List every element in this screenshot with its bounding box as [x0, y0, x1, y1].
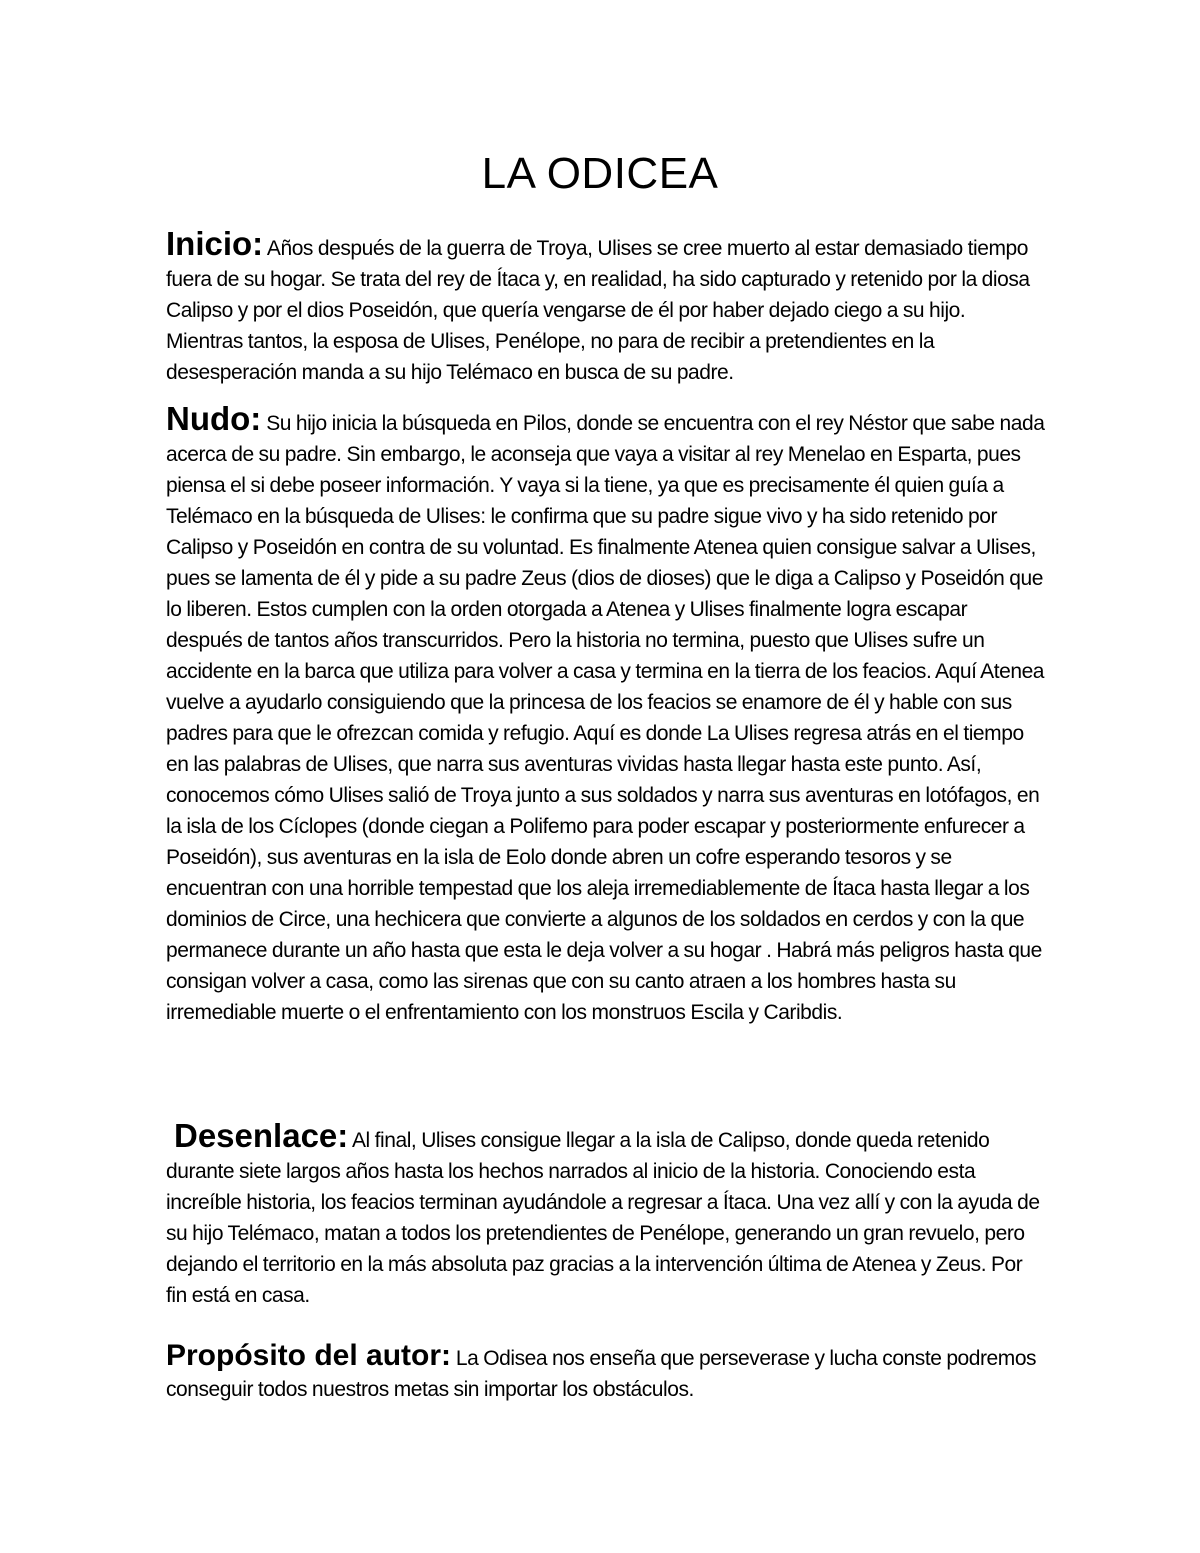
section-body-nudo: Su hijo inicia la búsqueda en Pilos, donde se encuentra con el rey Néstor que sabe nada acerca de su padre. Sin embargo, le aconseja que vaya a visitar al rey Menelao en Esparta, pues piensa el si debe poseer información. Y vaya si la tiene, ya que es precisamente él quien guía a Telémaco en la búsqueda de Ulises: le confirma que su padre sigue vivo y ha sido retenido por Calipso y Poseidón en contra de su voluntad. Es finalmente Atenea quien consigue salvar a Ulises, pues se lamenta de él y pide a su padre Zeus (dios de dioses) que le diga a Calipso y Poseidón que lo liberen. Estos cumplen con la orden otorgada a Atenea y Ulises finalmente logra escapar después de tantos años transcurridos. Pero la historia no termina, puesto que Ulises sufre un accidente en la barca que utiliza para volver a casa y termina en la tierra de los feacios. Aquí Atenea vuelve a ayudarlo consiguiendo que la princesa de los feacios se enamore de él y hable con sus padres para que le ofrezcan comida y refugio. Aquí es donde La Ulises regresa atrás en el tiempo en las palabras de Ulises, que narra sus aventuras vividas hasta llegar hasta este punto. Así, conocemos cómo Ulises salió de Troya junto a sus soldados y narra sus aventuras en lotófagos, en la isla de los Cíclopes (donde ciegan a Polifemo para poder escapar y posteriormente enfurecer a Poseidón), sus aventuras en la isla de Eolo donde abren un cofre esperando tesoros y se encuentran con una horrible tempestad que los aleja irremediablemente de Ítaca hasta llegar a los dominios de Circe, una hechicera que convierte a algunos de los soldados en cerdos y con la que permanece durante un año hasta que esta le deja volver a su hogar . Habrá más peligros hasta que consigan volver a casa, como las sirenas que con su canto atraen a los hombres hasta su irremediable muerte o el enfrentamiento con los monstruos Escila y Caribdis. [166, 412, 1045, 1024]
section-heading-proposito: Propósito del autor: [166, 1339, 451, 1372]
section-heading-desenlace: Desenlace: [174, 1117, 349, 1154]
document-title: LA ODICEA [481, 149, 719, 198]
section-nudo [166, 400, 1046, 1028]
section-body-inicio: Años después de la guerra de Troya, Ulises se cree muerto al estar demasiado tiempo fuera de su hogar. Se trata del rey de Ítaca y, en realidad, ha sido capturado y retenido por la diosa Calipso y por el dios Poseidón, que quería vengarse de él por haber dejado ciego a su hijo. Mientras tantos, la esposa de Ulises, Penélope, no para de recibir a pretendientes en la desesperación manda a su hijo Telémaco en busca de su padre. [166, 237, 1030, 384]
section-desenlace [166, 1117, 1046, 1311]
section-body-desenlace: Al final, Ulises consigue llegar a la isla de Calipso, donde queda retenido durante siete largos años hasta los hechos narrados al inicio de la historia. Conociendo esta increíble historia, los feacios terminan ayudándole a regresar a Ítaca. Una vez allí y con la ayuda de su hijo Telémaco, matan a todos los pretendientes de Penélope, generando un gran revuelo, pero dejando el territorio en la más absoluta paz gracias a la intervención última de Atenea y Zeus. Por fin está en casa. [166, 1129, 1040, 1307]
section-body-proposito: La Odisea nos enseña que perseverase y lucha conste podremos conseguir todos nuestros metas sin importar los obstáculos. [166, 1347, 1037, 1401]
section-inicio [166, 225, 1046, 388]
section-proposito [166, 1340, 1046, 1405]
section-heading-nudo: Nudo: [166, 400, 262, 437]
section-heading-inicio: Inicio: [166, 225, 264, 262]
